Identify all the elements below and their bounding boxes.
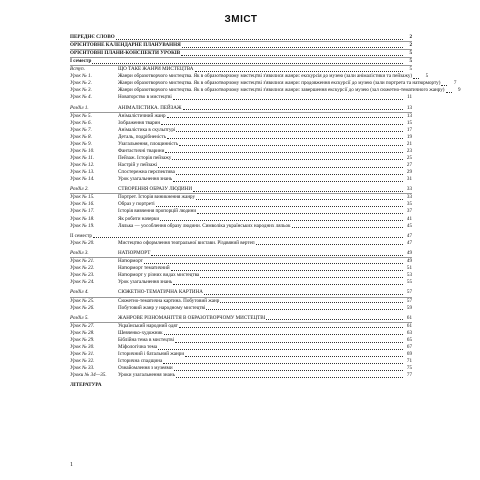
toc-entry-label: Урок № 11. [70, 154, 95, 161]
toc-entry[interactable] [70, 148, 412, 155]
toc-entry[interactable] [70, 382, 412, 389]
toc-entry-page: 31 [406, 176, 412, 183]
toc-leader-dots [165, 151, 403, 153]
toc-entry[interactable] [70, 337, 412, 344]
toc-leader-dots [220, 301, 403, 303]
toc-leader-dots [167, 116, 403, 118]
toc-entry[interactable] [70, 127, 412, 134]
toc-entry-title: ОРІЄНТОВНІ ПЛАНИ-КОНСПЕКТИ УРОКІВ [70, 50, 181, 57]
toc-entry-page: 33 [406, 194, 412, 201]
toc-entry-label: Урок № 3. [70, 87, 92, 94]
toc-entry-label: Урок № 21. [70, 258, 95, 265]
toc-entry[interactable] [70, 344, 412, 351]
toc-entry-label: Урок № 1. [70, 73, 92, 80]
toc-entry-title: Деталь, подрібненість [118, 133, 167, 140]
toc-entry-title: Історичний і батальний жанри [118, 351, 185, 358]
toc-leader-dots [173, 283, 403, 285]
toc-entry[interactable] [70, 372, 412, 379]
toc-entry[interactable] [70, 265, 412, 272]
toc-entry-title: Як робити начерки [118, 215, 160, 222]
toc-entry[interactable] [70, 141, 412, 148]
toc-leader-dots [195, 70, 404, 72]
toc-entry[interactable] [70, 279, 412, 286]
toc-entry-title: ОРІЄНТОВНЕ КАЛЕНДАРНЕ ПЛАНУВАННЯ [70, 42, 181, 49]
toc-entry-page: 33 [406, 186, 412, 193]
toc-entry-page: 5 [409, 66, 412, 73]
toc-entry-label: Урок № 14. [70, 176, 95, 183]
toc-entry-page: 45 [406, 222, 412, 229]
toc-entry-title: Спостережна перспектива [118, 169, 175, 176]
toc-leader-dots [182, 46, 403, 48]
toc-entry-page: 21 [406, 140, 412, 147]
toc-entry-page: 57 [406, 297, 412, 304]
toc-entry-label: Урок № 12. [70, 161, 95, 168]
toc-entry-title: Настрій у пейзажі [118, 161, 158, 168]
toc-entry-page: 71 [406, 358, 412, 365]
toc-entry-title: ЛІТЕРАТУРА [70, 382, 102, 389]
toc-leader-dots [171, 269, 403, 271]
toc-entry-label: Урок № 4. [70, 94, 92, 101]
toc-entry[interactable] [70, 223, 412, 230]
toc-entry-page: 61 [406, 322, 412, 329]
toc-leader-dots [185, 355, 403, 357]
toc-entry-title: СЮЖЕТНО-ТЕМАТИЧНА КАРТИНА [118, 289, 203, 296]
toc-entry-page: 59 [406, 304, 412, 311]
toc-entry[interactable] [70, 50, 412, 58]
toc-entry-title: Натюрморт [118, 258, 143, 265]
toc-entry-label: Розділ 3. [70, 250, 89, 257]
toc-entry-page: 51 [406, 265, 412, 272]
toc-leader-dots [176, 376, 403, 378]
toc-entry[interactable] [70, 216, 412, 223]
toc-entry[interactable] [70, 323, 412, 330]
toc-leader-dots [413, 77, 419, 79]
toc-entry-page: 25 [406, 154, 412, 161]
toc-entry-title: АНІМАЛІСТИКА. ПЕЙЗАЖ [118, 104, 182, 111]
toc-entry[interactable] [70, 42, 412, 50]
toc-entry-page: 5 [409, 58, 412, 65]
toc-entry-title: Пейзаж. Історія пейзажу [118, 154, 172, 161]
toc-entry[interactable] [70, 240, 412, 247]
toc-entry-title: Український народний одяг [118, 322, 178, 329]
toc-entry[interactable] [70, 186, 412, 194]
toc-entry-title: Жанри образотворчого мистецтва. Як в образотворчому мистецтві з'явилися жанри: продовження екскурсії до музею (зали портрета та натюрморту) [118, 80, 441, 87]
toc-entry-label: Урок № 15. [70, 194, 95, 201]
toc-leader-dots [200, 276, 403, 278]
toc-entry-page: 47 [406, 239, 412, 246]
toc-entry-page: 27 [406, 161, 412, 168]
toc-entry[interactable] [70, 87, 461, 94]
toc-entry-page: 47 [406, 232, 412, 239]
toc-entry-page: 11 [407, 94, 412, 101]
toc-entry[interactable] [70, 94, 412, 101]
toc-entry-label: Урок № 17. [70, 208, 95, 215]
toc-entry-title: Уроки узагальнення знань [118, 372, 175, 379]
toc-entry-label: Урок № 8. [70, 133, 92, 140]
toc-entry[interactable] [70, 176, 412, 183]
toc-entry-label: Урок № 13. [70, 169, 95, 176]
toc-entry[interactable] [70, 155, 412, 162]
toc-leader-dots [156, 205, 403, 207]
toc-entry[interactable] [70, 298, 412, 305]
toc-entry-label: Урок № 2. [70, 80, 92, 87]
toc-entry[interactable] [70, 365, 412, 372]
toc-entry-label: Урок № 33. [70, 365, 95, 372]
toc-entry-page: 41 [406, 215, 412, 222]
toc-entry-page: 49 [406, 258, 412, 265]
toc-entry-title: Натюрморт у різних видах мистецтва [118, 272, 200, 279]
toc-entry-title: Історія вивчення пропорцій людини [118, 208, 197, 215]
toc-entry-page: 55 [406, 279, 412, 286]
toc-entry-label: Розділ 5. [70, 314, 89, 321]
toc-entry-page: 67 [406, 344, 412, 350]
toc-entry-label: Урок № 18. [70, 215, 95, 222]
toc-entry-label: Вступ. [70, 66, 86, 73]
toc-entry[interactable] [70, 351, 412, 358]
toc-leader-dots [167, 137, 403, 139]
toc-entry-label: Урок № 9. [70, 140, 92, 147]
toc-entry-label: Урок № 20. [70, 239, 95, 246]
toc-entry-label: Урок № 16. [70, 201, 95, 208]
toc-entry[interactable] [70, 315, 412, 323]
toc-leader-dots [174, 369, 403, 371]
toc-entry-title: Анімалістичний жанр [118, 112, 166, 119]
toc-leader-dots [196, 198, 403, 200]
toc-leader-dots [173, 180, 403, 182]
toc-leader-dots [193, 190, 403, 192]
toc-entry-page: 37 [406, 208, 412, 215]
toc-entry-page: 23 [406, 147, 412, 154]
table-of-contents [70, 34, 461, 389]
toc-entry-title: Сюжетно-тематична картина. Побутовий жанр [118, 297, 220, 304]
toc-entry[interactable] [70, 208, 412, 215]
toc-entry-page: 57 [406, 289, 412, 296]
toc-leader-dots [173, 98, 403, 100]
toc-entry[interactable] [70, 305, 412, 312]
toc-entry-title: Фантастичні тварини [118, 147, 165, 154]
toc-entry-title: Побутовий жанр у народному мистецтві [118, 304, 206, 311]
toc-leader-dots [161, 123, 403, 125]
toc-leader-dots [176, 130, 403, 132]
toc-entry-page: 75 [406, 365, 412, 372]
toc-leader-dots [160, 219, 403, 221]
toc-entry-page: 69 [406, 351, 412, 358]
toc-entry-label: Урок № 29. [70, 336, 95, 343]
toc-entry-title: Узагальнення, площинність [118, 140, 179, 147]
toc-leader-dots [256, 243, 403, 245]
toc-entry-page: 2 [409, 42, 412, 49]
page-number: 1 [70, 462, 73, 468]
toc-entry-title: НАТЮРМОРТ [118, 250, 151, 257]
toc-leader-dots [175, 341, 403, 343]
toc-entry-label: Урок № 10. [70, 147, 95, 154]
toc-entry-page: 61 [406, 314, 412, 321]
toc-leader-dots [204, 293, 403, 295]
toc-entry-page: 9 [457, 87, 461, 94]
toc-entry[interactable] [70, 272, 412, 279]
toc-leader-dots [151, 254, 403, 256]
toc-entry-page: 35 [406, 201, 412, 208]
toc-entry-title: СТВОРЕННЯ ОБРАЗУ ЛЮДИНИ [118, 186, 193, 193]
toc-leader-dots [158, 348, 403, 350]
toc-entry[interactable] [70, 120, 412, 127]
toc-leader-dots [176, 173, 403, 175]
toc-leader-dots [446, 91, 452, 93]
toc-entry-label: Урок № 5. [70, 112, 92, 119]
toc-leader-dots [93, 236, 403, 238]
toc-entry-label: Розділ 1. [70, 104, 89, 111]
toc-entry-page: 15 [406, 119, 412, 126]
toc-entry-title: Ознайомлення з музеями [118, 365, 173, 372]
toc-entry-page: 17 [406, 126, 412, 133]
toc-entry-page: 77 [406, 372, 412, 379]
toc-entry-page: 5 [409, 50, 412, 57]
toc-entry-page: 2 [409, 34, 412, 40]
toc-entry[interactable] [70, 34, 412, 42]
toc-leader-dots [197, 212, 403, 214]
toc-leader-dots [172, 158, 403, 160]
toc-entry-label: Урок № 27. [70, 322, 95, 329]
toc-entry[interactable] [70, 134, 412, 141]
toc-leader-dots [158, 166, 403, 168]
toc-entry-title: Натюрморт тематичний [118, 265, 170, 272]
toc-leader-dots [183, 108, 404, 110]
toc-entry[interactable] [70, 250, 412, 258]
toc-entry-label: Урок № 22. [70, 265, 95, 272]
toc-entry[interactable] [70, 113, 412, 120]
toc-entry-label: Розділ 2. [70, 186, 89, 193]
toc-leader-dots [181, 54, 403, 56]
toc-entry-title: І семестр [70, 58, 92, 65]
toc-entry-title: Мистецтво оформлення театральної вистави. Різдвяний вертеп [118, 239, 255, 246]
toc-entry-title: Жанри образотворчого мистецтва. Як в образотворчому мистецтві з'явилися жанри: завершення екскурсії до музею (зал сюжетно-тематичного жанру) [118, 87, 445, 94]
toc-entry-page: 13 [406, 112, 412, 119]
toc-entry-title: Шевченко-художник [118, 329, 163, 336]
toc-entry-label: Урок № 26. [70, 304, 95, 311]
toc-entry-title: ІІ семестр [70, 232, 92, 239]
toc-leader-dots [441, 84, 447, 86]
toc-entry-label: Урок № 6. [70, 119, 92, 126]
toc-entry-title: Новаторство в мистецтві [118, 94, 172, 101]
toc-leader-dots [266, 318, 403, 320]
toc-leader-dots [179, 144, 403, 146]
toc-entry-title: Портрет. Історія виникнення жанру [118, 194, 196, 201]
toc-entry-label: Урок № 25. [70, 297, 95, 304]
toc-entry-title: Лялька — уособлення образу людини. Символіка українських народних ляльок [118, 222, 291, 229]
toc-entry-page: 29 [406, 169, 412, 176]
toc-entry-page: 13 [406, 104, 412, 111]
toc-entry-title: Анімалістика в скульптурі [118, 126, 176, 133]
toc-entry-title: Міфологічна тема [118, 344, 158, 350]
toc-leader-dots [206, 308, 403, 310]
toc-entry-label: Урок № 23. [70, 272, 95, 279]
toc-entry-title: Історична спадщина [118, 358, 163, 365]
toc-entry-label: Урок № 28. [70, 329, 95, 336]
toc-entry[interactable] [70, 58, 412, 66]
toc-entry-label: Урок № 32. [70, 358, 95, 365]
toc-entry-title: Образ у портреті [118, 201, 155, 208]
toc-entry-label: Розділ 4. [70, 289, 89, 296]
toc-leader-dots [179, 326, 403, 328]
toc-entry[interactable] [70, 330, 412, 337]
toc-entry-page: 7 [453, 80, 457, 87]
toc-entry-page: 5 [425, 73, 429, 80]
toc-entry-title: ЩО ТАКЕ ЖАНРИ МИСТЕЦТВА [118, 66, 194, 73]
toc-leader-dots [163, 362, 403, 364]
toc-entry[interactable] [70, 105, 412, 113]
toc-entry-title: Зображення тварин [118, 119, 161, 126]
toc-entry-page: 53 [406, 272, 412, 279]
page-title: ЗМІСТ [224, 14, 258, 25]
toc-leader-dots [292, 226, 403, 228]
toc-entry[interactable] [70, 162, 412, 169]
toc-leader-dots [164, 333, 403, 335]
toc-entry-label: Уроки № 34—35. [70, 372, 107, 379]
toc-entry-label: Урок № 24. [70, 279, 95, 286]
toc-entry-label: Урок № 31. [70, 351, 95, 358]
toc-entry-title: ПЕРЕДНЄ СЛОВО [70, 34, 115, 40]
toc-entry-label: Урок № 30. [70, 344, 95, 350]
toc-entry-label: Урок № 7. [70, 126, 92, 133]
toc-entry-page: 65 [406, 336, 412, 343]
toc-entry-title: ЖАНРОВЕ РІЗНОМАНІТТЯ В ОБРАЗОТВОРЧОМУ МИСТЕЦТВІ [118, 314, 266, 321]
toc-entry-page: 63 [406, 329, 412, 336]
toc-leader-dots [144, 262, 403, 264]
toc-entry-title: Урок узагальнення знань [118, 176, 173, 183]
toc-entry-title: Жанри образотворчого мистецтва. Як в образотворчому мистецтві з'явилися жанри: екскурсія до музею (зали анімалістики та пейзажу) [118, 73, 413, 80]
toc-entry[interactable] [70, 169, 412, 176]
toc-entry-title: Біблійна тема в мистецтві [118, 336, 175, 343]
toc-leader-dots [116, 38, 403, 40]
toc-entry[interactable] [70, 233, 412, 240]
toc-entry-page: 19 [406, 133, 412, 140]
toc-entry[interactable] [70, 289, 412, 297]
toc-leader-dots [92, 62, 403, 64]
toc-entry-title: Урок узагальнення знань [118, 279, 173, 286]
toc-entry-page: 49 [406, 250, 412, 257]
toc-entry-label: Урок № 19. [70, 222, 95, 229]
